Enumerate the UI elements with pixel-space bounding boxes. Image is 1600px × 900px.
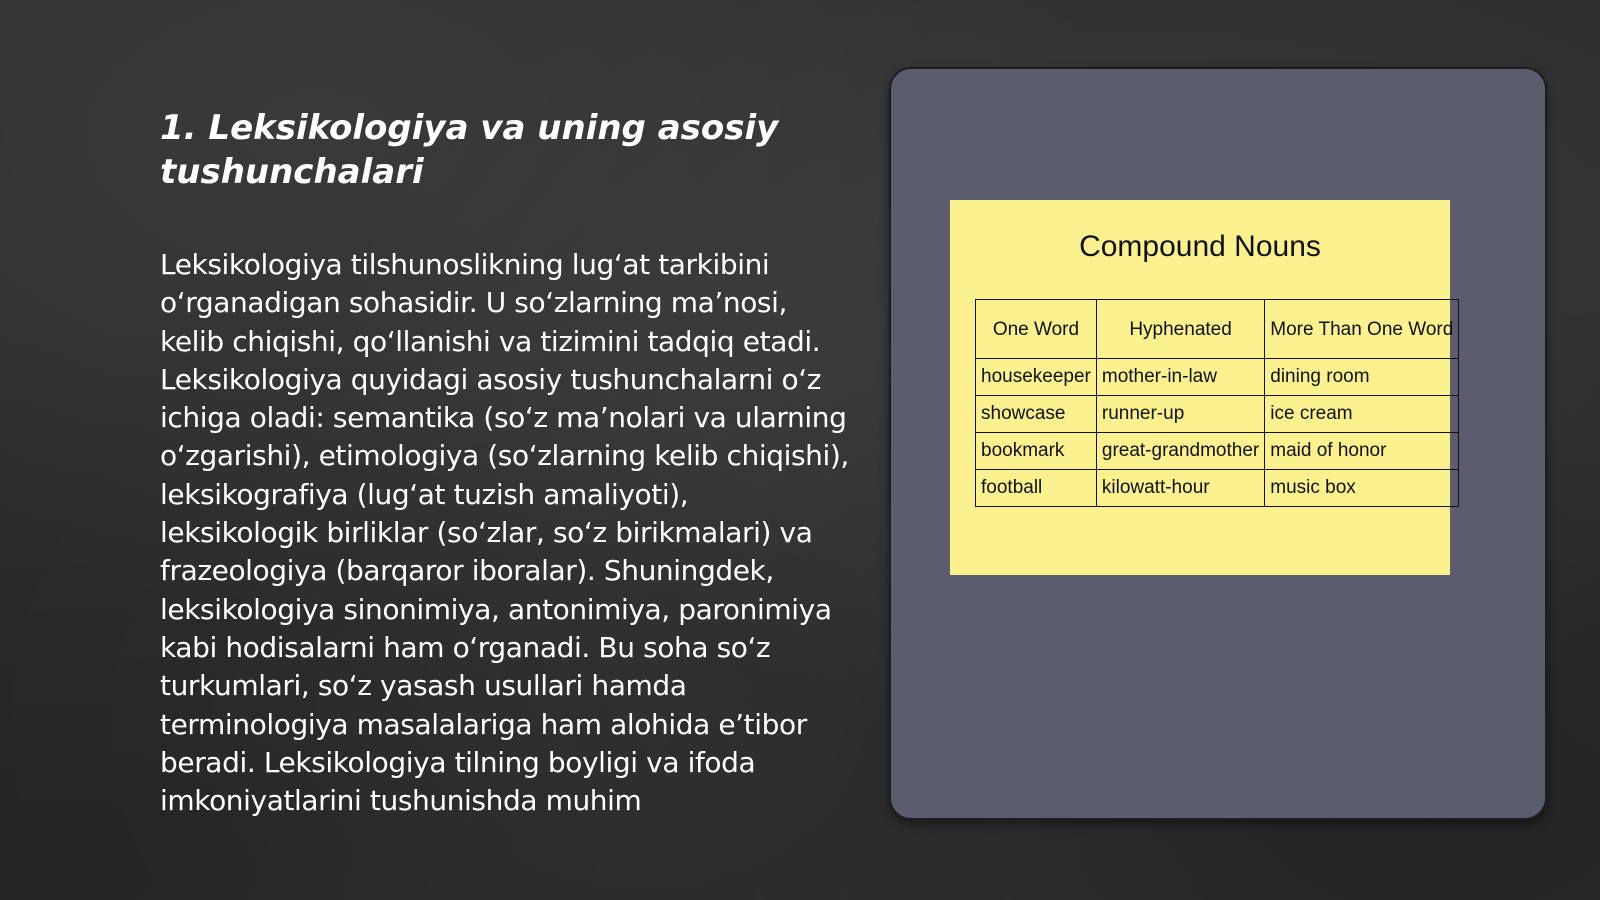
table-row [976, 433, 1459, 470]
header-hyphenated: Hyphenated [1096, 300, 1264, 359]
card-title: Compound Nouns [1079, 230, 1321, 263]
table-cell: music box [1265, 470, 1459, 507]
header-one-word: One Word [976, 300, 1097, 359]
table-cell: great-grandmother [1096, 433, 1264, 470]
table-cell: bookmark [976, 433, 1097, 470]
table-cell: dining room [1265, 359, 1459, 396]
slide-body-text: Leksikologiya tilshunoslikning lug‘at tarkibini o‘rganadigan sohasidir. U so‘zlarning ma’nosi, kelib chiqishi, qo‘llanishi va tizimini tadqiq etadi. Leksikologiya quyidagi asosiy tushunchalarni o‘z ichiga oladi: semantika (so‘z ma’nolari va ularning o‘zgarishi), etimologiya (so‘zlarning kelib chiqishi), leksikografiya (lug‘at tuzish amaliyoti), leksikologik birliklar (so‘zlar, so‘z birikmalari) va frazeologiya (barqaror iboralar). Shuningdek, leksikologiya sinonimiya, antonimiya, paronimiya kabi hodisalarni ham o‘rganadi. Bu soha so‘z turkumlari, so‘z yasash usullari hamda terminologiya masalalariga ham alohida e’tibor beradi. Leksikologiya tilning boyligi va ifoda imkoniyatlarini tushunishda muhim [160, 248, 849, 818]
compound-nouns-table [975, 299, 1459, 507]
slide-title: 1. Leksikologiya va uning asosiy tushunchalari [160, 108, 779, 192]
table-cell: football [976, 470, 1097, 507]
table-cell: ice cream [1265, 396, 1459, 433]
table-cell: housekeeper [976, 359, 1097, 396]
table-row [976, 470, 1459, 507]
table-cell: mother-in-law [1096, 359, 1264, 396]
header-more-than-one-word: More Than One Word [1265, 300, 1459, 359]
table-row [976, 396, 1459, 433]
table-cell: runner-up [1096, 396, 1264, 433]
table-cell: kilowatt-hour [1096, 470, 1264, 507]
table-header-row [976, 300, 1459, 359]
compound-nouns-card [950, 200, 1454, 575]
table-row [976, 359, 1459, 396]
table-cell: showcase [976, 396, 1097, 433]
table-cell: maid of honor [1265, 433, 1459, 470]
